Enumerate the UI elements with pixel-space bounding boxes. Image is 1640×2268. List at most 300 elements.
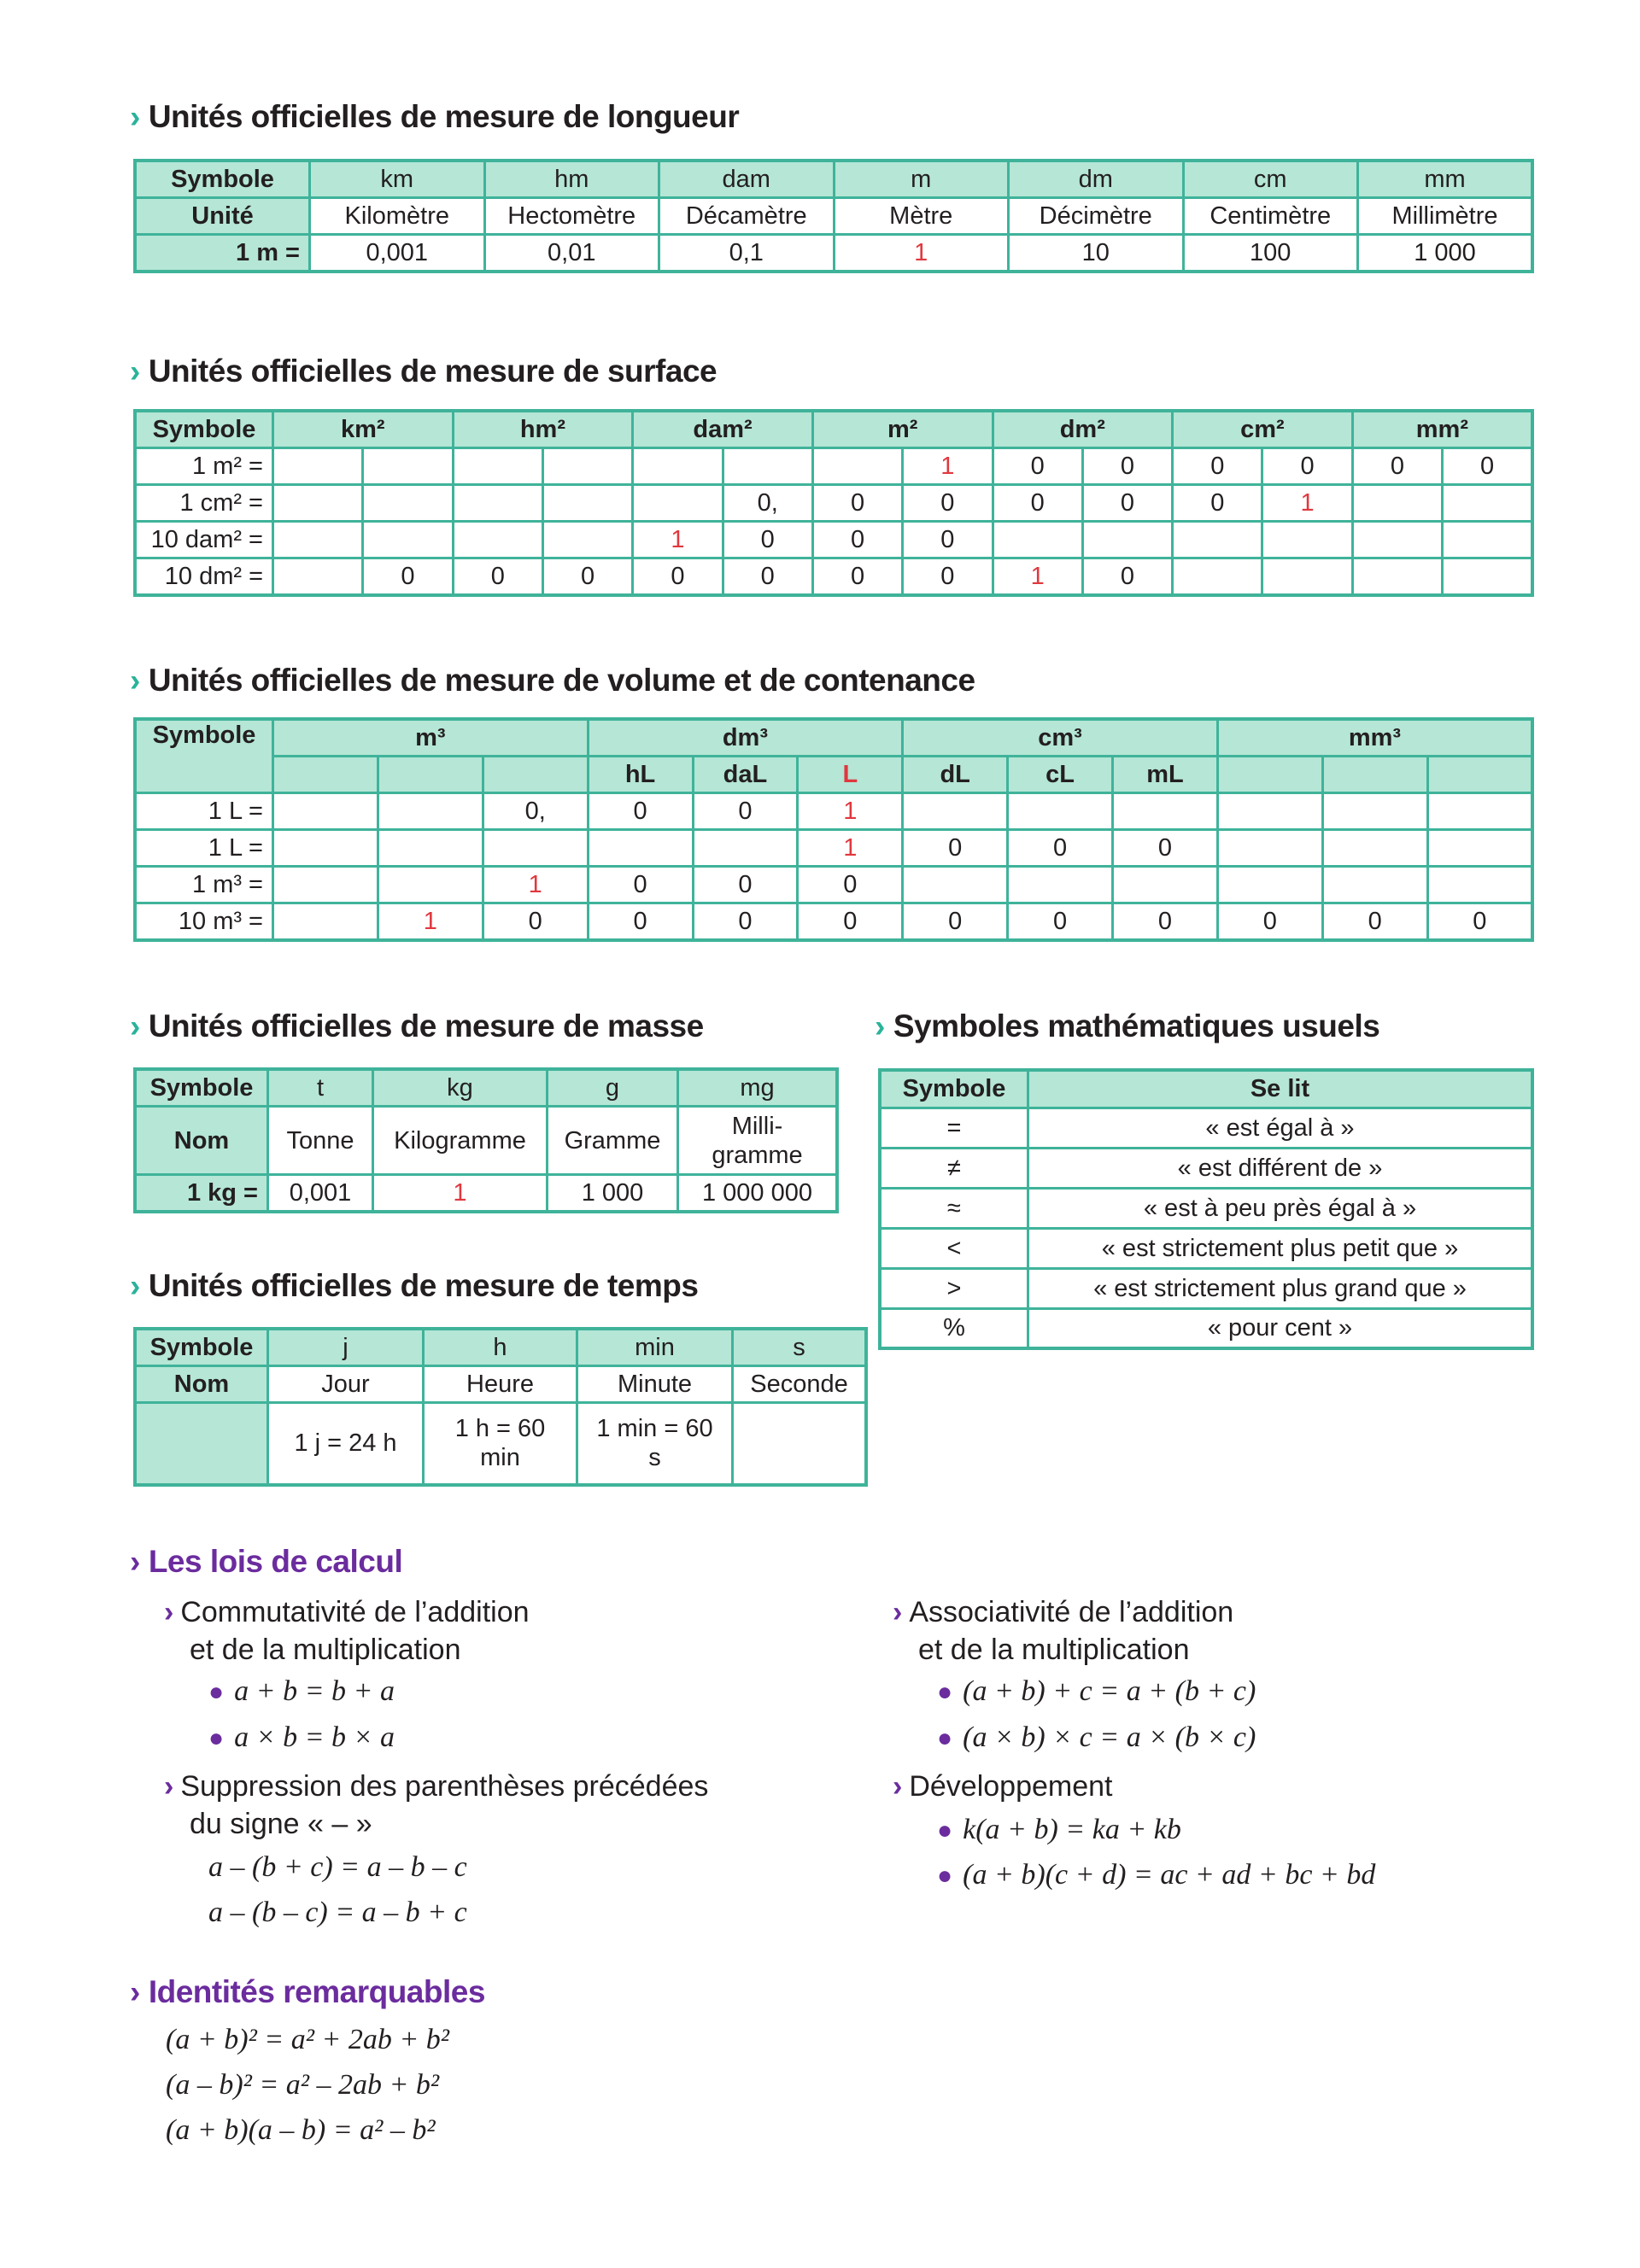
math-symbols-table: [878, 1068, 1534, 1350]
column-header: cm³: [903, 719, 1218, 757]
formula-text: a – (b + c) = a – b – c: [208, 1851, 467, 1883]
table-cell: Jour: [268, 1366, 424, 1403]
title-text: Unités officielles de mesure de masse: [148, 1008, 704, 1043]
column-header: km²: [273, 411, 454, 448]
table-row: [135, 903, 1532, 941]
surface-units-table: [133, 409, 1534, 597]
commutativity-heading: [164, 1593, 530, 1669]
table-cell: 0,: [483, 793, 588, 830]
formula-text: a × b = b × a: [234, 1721, 395, 1753]
table-cell: [1217, 793, 1322, 830]
table-cell: [1262, 558, 1352, 596]
table-row: [135, 161, 1532, 198]
row-label: Symbole: [135, 411, 273, 448]
table-cell: « est strictement plus grand que »: [1028, 1268, 1533, 1308]
table-cell: 0: [483, 903, 588, 941]
formula-text: (a × b) × c = a × (b × c): [963, 1721, 1256, 1753]
table-cell: 1 000: [1358, 235, 1533, 272]
sub-header: dL: [903, 757, 1008, 793]
table-row: [135, 235, 1532, 272]
chevron-icon: ›: [130, 99, 140, 134]
laws-title: [130, 1544, 402, 1580]
sub-header: L: [798, 757, 903, 793]
associativity-heading: [893, 1593, 1233, 1669]
mass-units-table: [133, 1067, 839, 1213]
table-cell: [1443, 522, 1532, 558]
table-cell: 0: [723, 558, 812, 596]
table-cell: Tonne: [268, 1107, 373, 1175]
row-label: 10 m³ =: [135, 903, 273, 941]
table-row: [880, 1148, 1532, 1188]
formula-item: [937, 1859, 1375, 1891]
formula-text: (a + b)(c + d) = ac + ad + bc + bd: [963, 1859, 1376, 1891]
sub-header: [483, 757, 588, 793]
column-header: dam: [659, 161, 835, 198]
table-cell: [633, 485, 723, 522]
table-cell: Unité: [135, 198, 310, 235]
table-cell: [1008, 867, 1113, 903]
table-cell: [273, 522, 363, 558]
table-cell: Kilogramme: [373, 1107, 548, 1175]
parentheses-heading: [164, 1768, 708, 1843]
table-cell: 1: [378, 903, 483, 941]
table-cell: [135, 1403, 268, 1485]
table-cell: 0: [693, 867, 798, 903]
table-cell: >: [880, 1268, 1028, 1308]
chevron-icon: ›: [893, 1770, 903, 1803]
table-cell: Milli- gramme: [678, 1107, 838, 1175]
law-line: Associativité de l’addition: [909, 1596, 1234, 1628]
sub-header: mL: [1113, 757, 1218, 793]
table-cell: [1322, 867, 1427, 903]
chevron-icon: ›: [164, 1596, 174, 1628]
table-cell: 0: [1262, 448, 1352, 485]
title-text: Unités officielles de mesure de longueur: [148, 99, 740, 134]
development-heading: [893, 1768, 1112, 1805]
table-cell: 0: [1173, 485, 1262, 522]
table-cell: [1443, 558, 1532, 596]
table-cell: [723, 448, 812, 485]
table-cell: [693, 830, 798, 867]
table-cell: 0: [363, 558, 453, 596]
chevron-icon: ›: [130, 354, 140, 389]
chevron-icon: ›: [130, 1268, 140, 1303]
table-row: [880, 1070, 1532, 1108]
formula-item: [937, 1814, 1181, 1846]
title-text: Unités officielles de mesure de surface: [148, 354, 718, 389]
column-header: hm²: [453, 411, 633, 448]
bullet-icon: ●: [208, 1678, 225, 1706]
table-row: [880, 1228, 1532, 1268]
row-label: 10 dm² =: [135, 558, 273, 596]
table-cell: 0: [633, 558, 723, 596]
table-cell: Nom: [135, 1366, 268, 1403]
column-header: m²: [812, 411, 993, 448]
table-cell: [542, 522, 632, 558]
title-text: Les lois de calcul: [148, 1544, 403, 1579]
table-cell: [453, 448, 542, 485]
table-cell: 0: [1173, 448, 1262, 485]
table-cell: [812, 448, 902, 485]
table-cell: [1113, 867, 1218, 903]
table-cell: 1: [798, 830, 903, 867]
time-units-table: [133, 1327, 868, 1487]
table-cell: Hectomètre: [484, 198, 659, 235]
surface-title: [130, 354, 717, 389]
row-label: 1 L =: [135, 793, 273, 830]
table-cell: [273, 793, 378, 830]
table-cell: 0,001: [310, 235, 485, 272]
table-cell: 0: [1082, 558, 1172, 596]
column-header: mm³: [1217, 719, 1532, 757]
table-cell: Minute: [577, 1366, 733, 1403]
sub-header: daL: [693, 757, 798, 793]
table-cell: 1: [483, 867, 588, 903]
column-header: dm³: [588, 719, 903, 757]
chevron-icon: ›: [164, 1770, 174, 1803]
bullet-icon: ●: [208, 1724, 225, 1752]
table-cell: 0: [693, 793, 798, 830]
table-cell: <: [880, 1228, 1028, 1268]
table-cell: 0,: [723, 485, 812, 522]
table-cell: 1: [798, 793, 903, 830]
table-cell: 0: [723, 522, 812, 558]
formula-item: [937, 1721, 1256, 1754]
table-cell: 0: [588, 867, 693, 903]
column-header: m: [834, 161, 1009, 198]
law-line: Commutativité de l’addition: [180, 1596, 530, 1628]
table-cell: 0: [693, 903, 798, 941]
table-row: [135, 830, 1532, 867]
table-cell: 0: [542, 558, 632, 596]
table-cell: [273, 485, 363, 522]
table-cell: [273, 448, 363, 485]
table-row: [135, 1403, 866, 1485]
table-cell: [1173, 558, 1262, 596]
table-cell: « est à peu près égal à »: [1028, 1188, 1533, 1228]
table-cell: min: [577, 1329, 733, 1366]
table-cell: 0: [1217, 903, 1322, 941]
table-cell: [378, 793, 483, 830]
table-cell: [733, 1403, 867, 1485]
table-row: [135, 1175, 837, 1213]
table-cell: [363, 522, 453, 558]
table-cell: [1082, 522, 1172, 558]
length-title: [130, 99, 739, 135]
table-cell: 0,01: [484, 235, 659, 272]
table-row: [135, 522, 1532, 558]
table-cell: Symbole: [135, 1069, 268, 1107]
table-row: [880, 1188, 1532, 1228]
table-cell: [363, 448, 453, 485]
sub-header: [378, 757, 483, 793]
column-header: dam²: [633, 411, 813, 448]
table-cell: [1352, 558, 1442, 596]
law-line: et de la multiplication: [918, 1634, 1190, 1666]
table-cell: [453, 522, 542, 558]
table-cell: [1427, 830, 1532, 867]
chevron-icon: ›: [130, 1008, 140, 1043]
table-cell: 1 kg =: [135, 1175, 268, 1213]
bullet-icon: ●: [937, 1816, 953, 1844]
time-title: [130, 1268, 698, 1304]
table-cell: [1443, 485, 1532, 522]
volume-title: [130, 663, 975, 699]
table-cell: 0,001: [268, 1175, 373, 1213]
law-line: du signe « – »: [190, 1808, 372, 1840]
formula-text: a – (b – c) = a – b + c: [208, 1897, 467, 1928]
chevron-icon: ›: [130, 1544, 140, 1579]
table-row: [880, 1268, 1532, 1308]
table-cell: 100: [1183, 235, 1358, 272]
row-label: 1 m³ =: [135, 867, 273, 903]
table-row: [135, 719, 1532, 757]
table-cell: [1322, 830, 1427, 867]
column-header: cm²: [1173, 411, 1353, 448]
table-row: [135, 1107, 837, 1175]
table-cell: [378, 830, 483, 867]
table-cell: 1: [993, 558, 1082, 596]
table-cell: Mètre: [834, 198, 1009, 235]
law-line: Suppression des parenthèses précédées: [180, 1770, 709, 1803]
table-cell: 0: [1352, 448, 1442, 485]
table-row: [135, 1329, 866, 1366]
title-text: Unités officielles de mesure de volume et de contenance: [148, 663, 975, 698]
table-cell: [273, 558, 363, 596]
sub-header: [1322, 757, 1427, 793]
length-units-table: [133, 159, 1534, 273]
table-cell: h: [424, 1329, 577, 1366]
law-line: Développement: [909, 1770, 1113, 1803]
formula-item: [208, 1675, 395, 1708]
table-row: [880, 1308, 1532, 1348]
table-cell: 0: [1113, 830, 1218, 867]
title-text: Identités remarquables: [148, 1974, 485, 2009]
table-cell: Heure: [424, 1366, 577, 1403]
table-cell: [633, 448, 723, 485]
table-cell: [588, 830, 693, 867]
table-cell: 1: [1262, 485, 1352, 522]
table-cell: 1: [834, 235, 1009, 272]
table-cell: « est égal à »: [1028, 1108, 1533, 1148]
table-cell: [273, 830, 378, 867]
mass-title: [130, 1008, 704, 1044]
table-cell: g: [548, 1069, 678, 1107]
table-cell: [1217, 830, 1322, 867]
table-cell: 0: [903, 485, 993, 522]
table-cell: 0: [588, 793, 693, 830]
table-cell: [1113, 793, 1218, 830]
table-cell: 1: [633, 522, 723, 558]
table-row: [135, 198, 1532, 235]
table-row: [135, 1069, 837, 1107]
table-cell: ≠: [880, 1148, 1028, 1188]
table-cell: 0: [453, 558, 542, 596]
table-cell: =: [880, 1108, 1028, 1148]
identities-title: [130, 1974, 485, 2010]
row-label: Symbole: [135, 719, 273, 793]
law-line: et de la multiplication: [190, 1634, 461, 1666]
table-cell: 0: [1322, 903, 1427, 941]
table-cell: Symbole: [880, 1070, 1028, 1108]
column-header: hm: [484, 161, 659, 198]
table-cell: [1427, 867, 1532, 903]
column-header: km: [310, 161, 485, 198]
table-cell: 1 min = 60 s: [577, 1403, 733, 1485]
table-cell: s: [733, 1329, 867, 1366]
table-cell: 1 000: [548, 1175, 678, 1213]
table-cell: [483, 830, 588, 867]
table-cell: [903, 793, 1008, 830]
chevron-icon: ›: [130, 663, 140, 698]
formula-text: (a + b) + c = a + (b + c): [963, 1675, 1256, 1707]
table-cell: [378, 867, 483, 903]
identity-formula: (a + b)(a – b) = a² – b²: [166, 2114, 436, 2146]
table-cell: 0: [1113, 903, 1218, 941]
column-header: m³: [273, 719, 589, 757]
table-cell: [1427, 793, 1532, 830]
table-cell: ≈: [880, 1188, 1028, 1228]
table-cell: mg: [678, 1069, 838, 1107]
table-cell: « est strictement plus petit que »: [1028, 1228, 1533, 1268]
table-cell: Kilomètre: [310, 198, 485, 235]
table-row: [135, 757, 1532, 793]
table-cell: Millimètre: [1358, 198, 1533, 235]
table-cell: [1008, 793, 1113, 830]
table-cell: t: [268, 1069, 373, 1107]
identity-formula: (a + b)² = a² + 2ab + b²: [166, 2024, 449, 2055]
column-header: mm²: [1352, 411, 1532, 448]
table-cell: 0: [903, 903, 1008, 941]
bullet-icon: ●: [937, 1678, 953, 1706]
table-cell: 0: [812, 558, 902, 596]
column-header: dm²: [993, 411, 1173, 448]
volume-units-table: [133, 717, 1534, 942]
row-label: 1 L =: [135, 830, 273, 867]
row-label: 1 m² =: [135, 448, 273, 485]
sub-header: [1427, 757, 1532, 793]
symbols-title: [875, 1008, 1379, 1044]
table-cell: Symbole: [135, 1329, 268, 1366]
table-row: [880, 1108, 1532, 1148]
table-cell: 0: [798, 867, 903, 903]
table-cell: 1: [903, 448, 993, 485]
table-cell: [1217, 867, 1322, 903]
table-cell: [903, 867, 1008, 903]
table-cell: 1 000 000: [678, 1175, 838, 1213]
table-cell: [542, 485, 632, 522]
table-cell: kg: [373, 1069, 548, 1107]
table-cell: 1: [373, 1175, 548, 1213]
chevron-icon: ›: [875, 1008, 885, 1043]
table-cell: Décamètre: [659, 198, 835, 235]
sub-header: hL: [588, 757, 693, 793]
row-label: Symbole: [135, 161, 310, 198]
table-cell: [273, 867, 378, 903]
table-cell: [273, 903, 378, 941]
table-cell: j: [268, 1329, 424, 1366]
table-cell: [1352, 485, 1442, 522]
table-cell: Gramme: [548, 1107, 678, 1175]
table-row: [135, 1366, 866, 1403]
table-cell: 0: [993, 448, 1082, 485]
table-cell: [1322, 793, 1427, 830]
table-cell: [363, 485, 453, 522]
table-cell: 0: [1443, 448, 1532, 485]
column-header: dm: [1009, 161, 1184, 198]
table-row: [135, 411, 1532, 448]
formula-item: [208, 1721, 395, 1754]
table-cell: [1352, 522, 1442, 558]
table-cell: Nom: [135, 1107, 268, 1175]
formula-item: [937, 1675, 1256, 1708]
row-label: 1 cm² =: [135, 485, 273, 522]
table-cell: 1 m =: [135, 235, 310, 272]
table-row: [135, 793, 1532, 830]
bullet-icon: ●: [937, 1862, 953, 1890]
table-cell: %: [880, 1308, 1028, 1348]
formula-text: a + b = b + a: [234, 1675, 395, 1707]
column-header: cm: [1183, 161, 1358, 198]
table-cell: Décimètre: [1009, 198, 1184, 235]
column-header: mm: [1358, 161, 1533, 198]
table-cell: 1 h = 60 min: [424, 1403, 577, 1485]
table-cell: [993, 522, 1082, 558]
table-cell: [1173, 522, 1262, 558]
table-cell: 0: [1008, 830, 1113, 867]
table-cell: [453, 485, 542, 522]
table-cell: 0: [1427, 903, 1532, 941]
table-cell: 0: [1082, 448, 1172, 485]
table-row: [135, 558, 1532, 596]
bullet-icon: ●: [937, 1724, 953, 1752]
table-cell: 0: [903, 522, 993, 558]
table-cell: 10: [1009, 235, 1184, 272]
table-row: [135, 485, 1532, 522]
table-cell: 0: [1008, 903, 1113, 941]
table-cell: 0: [812, 522, 902, 558]
table-cell: 0: [903, 830, 1008, 867]
sub-header: [1217, 757, 1322, 793]
table-cell: 1 j = 24 h: [268, 1403, 424, 1485]
table-row: [135, 448, 1532, 485]
chevron-icon: ›: [130, 1974, 140, 2009]
title-text: Unités officielles de mesure de temps: [148, 1268, 699, 1303]
table-cell: 0: [993, 485, 1082, 522]
table-cell: Centimètre: [1183, 198, 1358, 235]
table-cell: 0,1: [659, 235, 835, 272]
identity-formula: (a – b)² = a² – 2ab + b²: [166, 2069, 440, 2101]
table-row: [135, 867, 1532, 903]
table-cell: [1262, 522, 1352, 558]
row-label: 10 dam² =: [135, 522, 273, 558]
title-text: Symboles mathématiques usuels: [893, 1008, 1380, 1043]
table-cell: 0: [798, 903, 903, 941]
table-cell: Seconde: [733, 1366, 867, 1403]
sub-header: cL: [1008, 757, 1113, 793]
table-cell: « est différent de »: [1028, 1148, 1533, 1188]
table-cell: 0: [1082, 485, 1172, 522]
table-cell: « pour cent »: [1028, 1308, 1533, 1348]
table-cell: 0: [588, 903, 693, 941]
table-cell: 0: [812, 485, 902, 522]
sub-header: [273, 757, 378, 793]
chevron-icon: ›: [893, 1596, 903, 1628]
table-cell: [542, 448, 632, 485]
table-cell: 0: [903, 558, 993, 596]
formula-text: k(a + b) = ka + kb: [963, 1814, 1181, 1845]
table-cell: Se lit: [1028, 1070, 1533, 1108]
